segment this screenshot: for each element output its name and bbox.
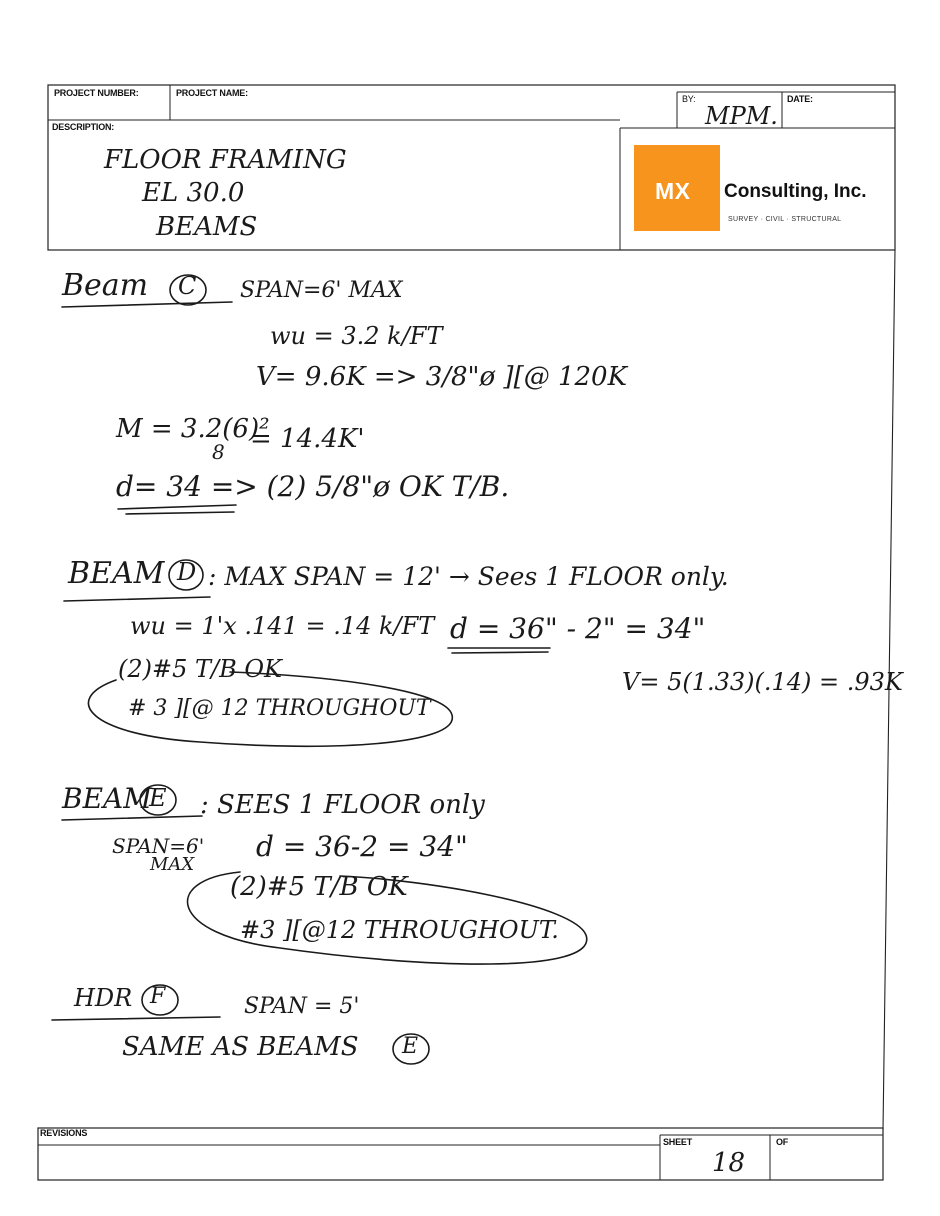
beam-e-span-max: MAX bbox=[150, 854, 195, 875]
logo-mark: MXP bbox=[655, 178, 707, 204]
hdr-f-title: HDR bbox=[74, 984, 133, 1012]
hdr-f-span: SPAN = 5' bbox=[244, 994, 360, 1019]
beam-e-title: BEAM bbox=[62, 782, 152, 815]
underline-beam-d bbox=[64, 597, 210, 601]
by-label: BY: bbox=[682, 94, 696, 104]
beam-e-span: SPAN=6' bbox=[112, 834, 205, 858]
underline-hdr-f bbox=[52, 1017, 220, 1020]
by-value: MPM. bbox=[705, 102, 778, 130]
revisions-label: REVISIONS bbox=[40, 1128, 88, 1138]
beam-d-heading: : MAX SPAN = 12' → Sees 1 FLOOR only. bbox=[208, 562, 729, 591]
description-line-3: BEAMS bbox=[156, 212, 258, 242]
date-label: DATE: bbox=[787, 94, 813, 104]
beam-e-depth: d = 36-2 = 34" bbox=[256, 830, 468, 863]
hdr-f-note-tag: E bbox=[402, 1034, 419, 1059]
beam-e-reinf-2: #3 ][@12 THROUGHOUT. bbox=[240, 916, 559, 944]
beam-d-title: BEAM bbox=[68, 556, 165, 591]
beam-c-shear: V= 9.6K => 3/8"ø ][@ 120K bbox=[256, 362, 628, 392]
beam-c-wu: wu = 3.2 k/FT bbox=[270, 322, 443, 350]
beam-e-reinf-1: (2)#5 T/B OK bbox=[230, 872, 408, 902]
beam-d-reinf-1: (2)#5 T/B OK bbox=[118, 655, 282, 683]
beam-d-wu: wu = 1'x .141 = .14 k/FT bbox=[130, 612, 435, 640]
hdr-f-tag: F bbox=[150, 984, 166, 1009]
logo-tagline: SURVEY · CIVIL · STRUCTURAL bbox=[728, 216, 842, 223]
underline-beam-e bbox=[62, 816, 202, 820]
beam-c-span: SPAN=6' MAX bbox=[240, 278, 403, 303]
project-number-label: PROJECT NUMBER: bbox=[54, 88, 139, 98]
beam-e-tag: E bbox=[149, 784, 167, 812]
beam-d-shear: V= 5(1.33)(.14) = .93K bbox=[622, 668, 903, 696]
beam-c-moment-lhs: M = 3.2(6)² bbox=[116, 414, 270, 444]
beam-c-depth: d= 34 => (2) 5/8"ø OK T/B. bbox=[116, 470, 510, 503]
logo-company-name: Consulting, Inc. bbox=[724, 181, 867, 202]
beam-e-heading: : SEES 1 FLOOR only bbox=[200, 790, 485, 820]
hdr-f-note: SAME AS BEAMS bbox=[122, 1032, 359, 1062]
sheet-value: 18 bbox=[712, 1148, 746, 1178]
beam-c-moment-rhs: = 14.4K' bbox=[250, 424, 365, 454]
beam-d-tag: D bbox=[177, 558, 197, 586]
beam-c-title: Beam bbox=[62, 268, 149, 303]
beam-c-moment-den: 8 bbox=[212, 440, 225, 464]
beam-c-tag: C bbox=[178, 272, 197, 300]
project-name-label: PROJECT NAME: bbox=[176, 88, 248, 98]
description-line-2: EL 30.0 bbox=[142, 178, 245, 208]
sheet-label: SHEET bbox=[663, 1137, 693, 1147]
of-label: OF bbox=[776, 1137, 789, 1147]
beam-d-depth: d = 36" - 2" = 34" bbox=[450, 612, 706, 645]
description-line-1: FLOOR FRAMING bbox=[104, 145, 347, 175]
beam-d-reinf-2: # 3 ][@ 12 THROUGHOUT bbox=[128, 696, 431, 721]
description-label: DESCRIPTION: bbox=[52, 122, 115, 132]
